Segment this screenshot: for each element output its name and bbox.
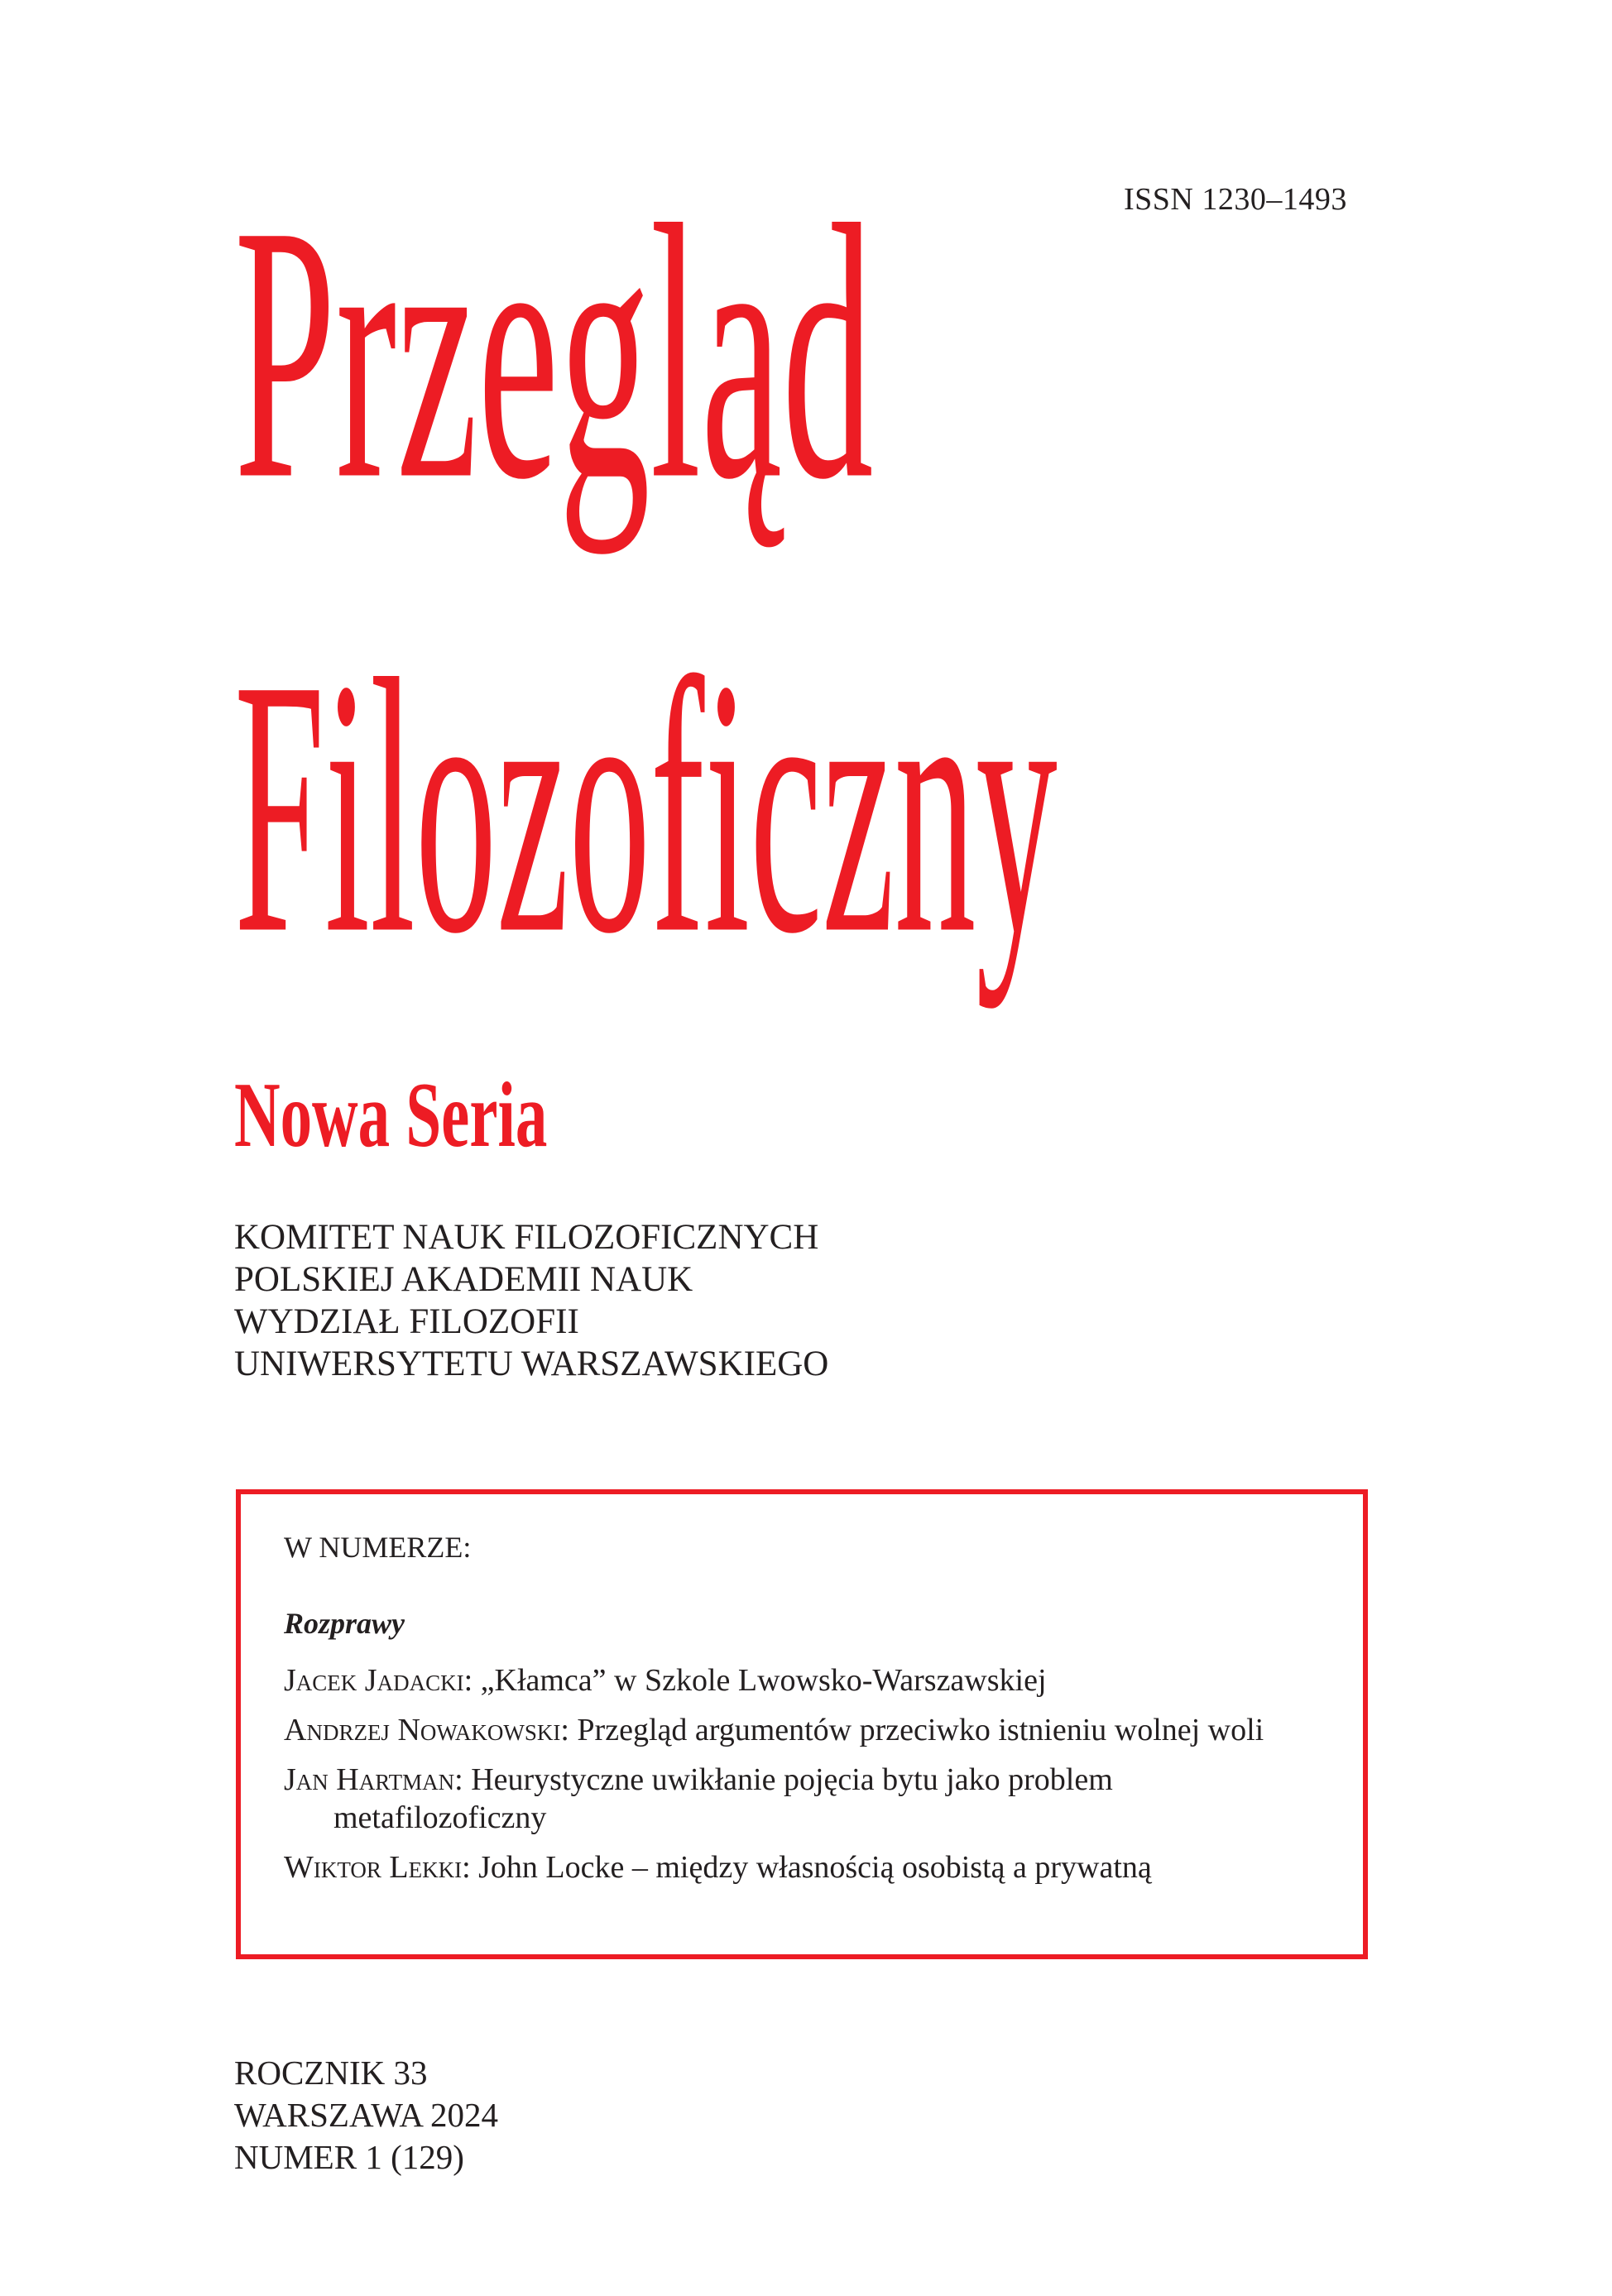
article-entry: Jan Hartman: Heurystyczne uwikłanie pojęcia bytu jako problem metafilozoficzny [284, 1762, 1113, 1835]
journal-subtitle: Nowa Seria [234, 1063, 548, 1167]
publisher-block [234, 1216, 828, 1385]
table-of-contents-box [236, 1489, 1368, 1959]
volume-place-date: WARSZAWA 2024 [234, 2096, 499, 2134]
article-author: Andrzej Nowakowski [284, 1713, 561, 1747]
journal-title-line-2: Filozoficzny [234, 605, 1058, 1010]
article-author: Jan Hartman [284, 1762, 455, 1797]
volume-number: NUMER 1 (129) [234, 2138, 464, 2176]
article-title: John Locke – między własnością osobistą a prywatną [478, 1850, 1152, 1885]
article-title: Heurystyczne uwikłanie pojęcia bytu jako problem metafilozoficzny [333, 1762, 1113, 1835]
contents-heading: W NUMERZE: [284, 1531, 472, 1564]
section-title: Rozprawy [284, 1607, 405, 1640]
article-entry: Wiktor Lekki: John Locke – między własnością osobistą a prywatną [284, 1850, 1152, 1885]
issn-label: ISSN 1230–1493 [1124, 182, 1347, 217]
publisher-line: UNIWERSYTETU WARSZAWSKIEGO [234, 1345, 829, 1383]
volume-year: ROCZNIK 33 [234, 2054, 428, 2092]
article-list [284, 1661, 1318, 1898]
article-entry: Andrzej Nowakowski: Przegląd argumentów przeciwko istnieniu wolnej woli [284, 1713, 1264, 1747]
journal-title-line-1: Przegląd [234, 151, 874, 556]
publisher-line: KOMITET NAUK FILOZOFICZNYCH [234, 1218, 819, 1257]
publisher-line: WYDZIAŁ FILOZOFII [234, 1302, 579, 1341]
volume-info [234, 2052, 498, 2179]
article-author: Jacek Jadacki [284, 1663, 464, 1698]
publisher-line: POLSKIEJ AKADEMII NAUK [234, 1260, 693, 1299]
article-entry: Jacek Jadacki: „Kłamca” w Szkole Lwowsko-Warszawskiej [284, 1663, 1047, 1698]
article-title: „Kłamca” w Szkole Lwowsko-Warszawskiej [480, 1663, 1047, 1698]
article-title: Przegląd argumentów przeciwko istnieniu wolnej woli [577, 1713, 1264, 1747]
article-author: Wiktor Lekki [284, 1850, 463, 1885]
